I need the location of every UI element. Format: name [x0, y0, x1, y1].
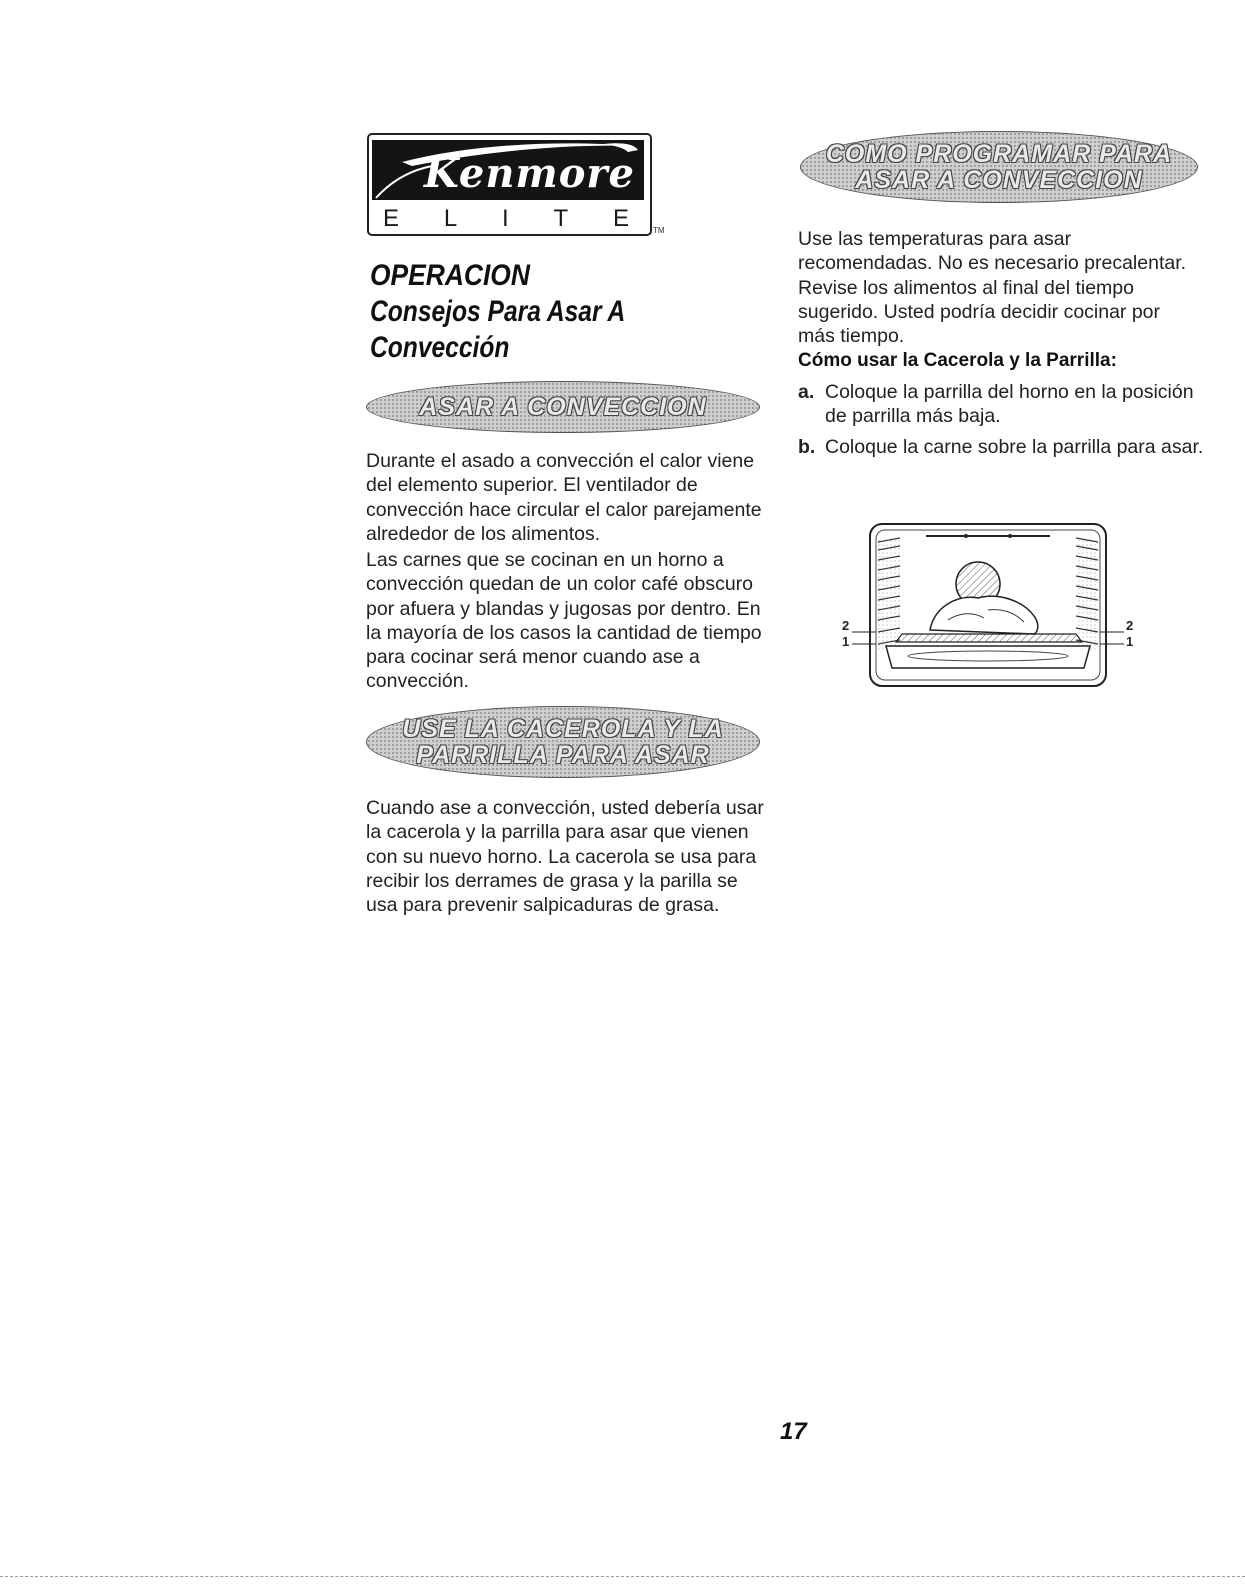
- banner-label: ASAR A CONVECCION: [419, 393, 707, 421]
- rack-position-label: 1: [842, 634, 850, 649]
- paragraph-convection-heat: Durante el asado a convección el calor viene del elemento superior. El ventilador de convección hace circular el calor parejamente alrededor de los alimentos.: [366, 450, 762, 545]
- banner-asar-a-conveccion: [366, 381, 760, 433]
- paragraph-use-broiler-pan: Cuando ase a convección, usted debería usar la cacerola y la parrilla para asar que vienen con su nuevo horno. La cacerola se usa para recibir los derrames de grasa y la parilla se usa para prevenir salpicaduras de grasa.: [366, 797, 764, 917]
- oven-cavity-drawing: [838, 520, 1140, 690]
- step-text: Coloque la carne sobre la parrilla para asar.: [825, 436, 1204, 458]
- section-subtitle: [370, 294, 714, 366]
- rack-position-label: 2: [1126, 618, 1134, 633]
- rack-position-label: 2: [842, 618, 850, 633]
- logo-wordmark: Kenmore: [424, 150, 635, 197]
- banner-como-programar: [800, 131, 1198, 203]
- step-text: Coloque la parrilla del horno en la posición de parrilla más baja.: [825, 381, 1194, 428]
- kenmore-elite-logo: [367, 133, 665, 241]
- logo-elite-letters: [375, 205, 637, 233]
- paragraph-convection-meats: Las carnes que se cocinan en un horno a convección quedan de un color café obscuro por afuera y blandas y jugosas por dentro. En la mayoría de los casos la cantidad de tiempo para cocinar será menor cuando ase a convección.: [366, 549, 762, 693]
- elite-letter: L: [443, 205, 458, 232]
- paragraph-temperatures: Use las temperaturas para asar recomendadas. No es necesario precalentar. Revise los alimentos al final del tiempo sugerido. Usted podría decidir cocinar por más tiempo.: [798, 228, 1187, 348]
- step-marker: a.: [798, 381, 815, 403]
- subheading-how-to-use: Cómo usar la Cacerola y la Parrilla:: [798, 350, 1117, 371]
- step-marker: b.: [798, 436, 816, 458]
- subtitle-line-2: Convección: [370, 331, 510, 364]
- subtitle-line-1: Consejos Para Asar A: [370, 295, 626, 328]
- banner-label: COMO PROGRAMAR PARA ASAR A CONVECCION: [825, 140, 1173, 194]
- elite-letter: E: [383, 205, 400, 232]
- elite-letter: I: [502, 205, 509, 232]
- page-bottom-edge: [0, 1576, 1245, 1577]
- banner-use-cacerola-parrilla: [366, 706, 760, 778]
- rack-position-label: 1: [1126, 634, 1134, 649]
- logo-black-band: [372, 140, 644, 200]
- banner-label: USE LA CACEROLA Y LA PARRILLA PARA ASAR: [402, 715, 724, 769]
- page-number: 17: [780, 1418, 807, 1445]
- trademark-mark: TM: [653, 226, 665, 235]
- elite-letter: T: [553, 205, 569, 232]
- elite-letter: E: [612, 205, 629, 232]
- oven-rack-illustration: [838, 520, 1140, 690]
- section-title: OPERACION: [370, 259, 530, 292]
